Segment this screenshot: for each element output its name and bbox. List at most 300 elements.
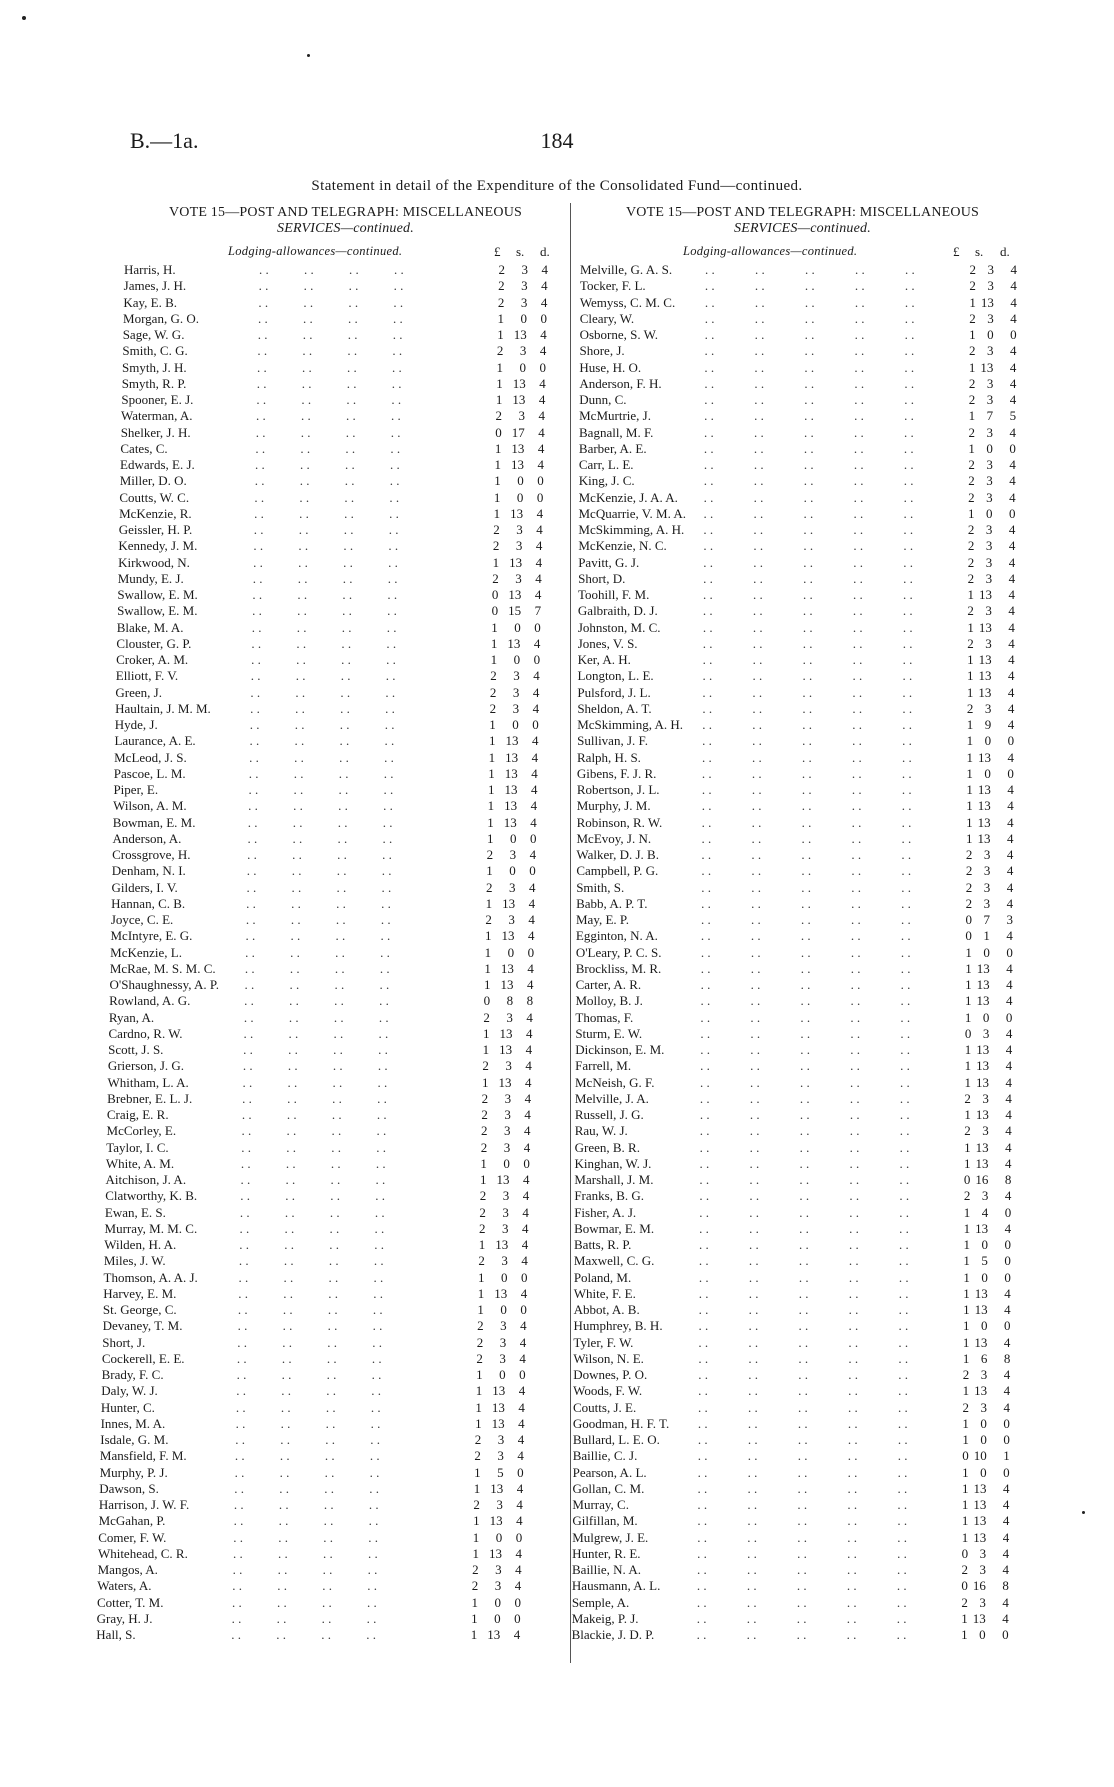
shillings-amount: 3	[495, 1562, 502, 1577]
pounds-amount: 1	[963, 1285, 970, 1301]
allowance-row: . . . . . . . . . . Humphrey, B. H. 1 0 0	[573, 1318, 1011, 1334]
payee-name: Brebner, E. L. J.	[107, 1091, 196, 1107]
pence-amount: 4	[1007, 717, 1015, 732]
payee-name: Carr, L. E.	[579, 457, 638, 473]
pounds-amount: 2	[486, 847, 494, 862]
payee-name: White, F. E.	[574, 1286, 640, 1302]
shillings-amount: 13	[512, 392, 526, 407]
payee-name: Hannan, C. B.	[111, 896, 189, 912]
payee-name: Dawson, S.	[99, 1481, 163, 1497]
pence-amount: 0	[529, 863, 536, 879]
shillings-amount: 3	[986, 457, 993, 472]
allowance-row: . . . . . . . . . . Murphy, J. M. 1 13 4	[576, 798, 1014, 814]
pounds-amount: 1	[962, 1464, 969, 1480]
payee-name: Miller, D. O.	[120, 473, 191, 489]
allowance-row: . . . . . . . . Harrison, J. W. F. 2 3 4	[98, 1497, 523, 1512]
allowance-row: . . . . . . . . Ryan, A. 2 3 4	[108, 1009, 533, 1025]
pounds-amount: 1	[966, 782, 973, 797]
payee-name: Innes, M. A.	[101, 1416, 170, 1432]
payee-name: Carter, A. R.	[576, 977, 646, 993]
pence-amount: 4	[1004, 1285, 1011, 1301]
shillings-amount: 13	[973, 1480, 987, 1496]
allowance-row: . . . . . . . . Clatworthy, K. B. 2 3 4	[105, 1188, 530, 1204]
payee-name: Croker, A. M.	[116, 652, 192, 668]
vote-title: VOTE 15—POST AND TELEGRAPH: MISCELLANEOUS	[168, 205, 523, 220]
shillings-amount: 0	[499, 1367, 506, 1382]
pence-amount: 0	[1004, 1237, 1011, 1252]
shillings-amount: 13	[501, 928, 515, 944]
shillings-amount: 13	[500, 960, 514, 976]
pounds-amount: 2	[471, 1578, 479, 1594]
pounds-amount: 1	[494, 440, 502, 456]
allowance-row: . . . . . . . . . . Robinson, R. W. 1 13 4	[576, 814, 1014, 830]
payee-name: Cotter, T. M.	[97, 1595, 168, 1611]
allowance-row: . . . . . . . . Kennedy, J. M. 2 3 4	[118, 538, 543, 554]
shillings-amount: 3	[987, 278, 994, 294]
payee-name: Harrison, J. W. F.	[99, 1497, 193, 1513]
pence-amount: 4	[523, 1172, 530, 1187]
shillings-amount: 3	[508, 879, 516, 895]
payee-name: Crossgrove, H.	[112, 847, 194, 863]
allowance-row: . . . . . . . . Cardno, R. W. 1 13 4	[108, 1025, 533, 1041]
allowance-row: . . . . . . . . Clouster, G. P. 1 13 4	[116, 635, 541, 651]
pence-amount: 0	[1010, 327, 1017, 342]
vote-heading-left	[118, 205, 573, 237]
pounds-amount: 2	[481, 1107, 488, 1122]
pounds-amount: 1	[966, 717, 974, 732]
pence-amount: 4	[1005, 1074, 1012, 1090]
pounds-amount: 1	[486, 830, 494, 846]
allowance-row: . . . . . . . . . . Kinghan, W. J. 1 13 4	[574, 1155, 1012, 1171]
payee-name: Sturm, E. W.	[575, 1026, 646, 1042]
pence-amount: 4	[1009, 424, 1016, 440]
allowance-row: . . . . . . . . Whitehead, C. R. 1 13 4	[97, 1545, 522, 1561]
allowance-row: . . . . . . . . Sage, W. G. 1 13 4	[122, 327, 547, 342]
payee-name: Whitehead, C. R.	[98, 1546, 192, 1562]
pounds-amount: 1	[476, 1367, 483, 1382]
pounds-amount: 1	[478, 1269, 485, 1285]
pence-amount: 4	[1005, 1155, 1012, 1171]
pence-amount: 4	[513, 1627, 521, 1642]
pounds-amount: 2	[964, 1090, 971, 1106]
scan-mark	[1082, 1511, 1085, 1514]
payee-name: White, A. M.	[106, 1156, 178, 1172]
shillings-amount: 7	[983, 912, 990, 927]
pounds-header: £	[953, 244, 960, 259]
allowance-row: . . . . . . . . Murphy, P. J. 1 5 0	[99, 1464, 524, 1480]
pounds-amount: 1	[486, 863, 493, 879]
pence-amount: 4	[1006, 895, 1014, 911]
pence-amount: 4	[532, 700, 540, 716]
payee-name: Scott, J. S.	[108, 1042, 167, 1058]
pence-amount: 4	[1005, 1123, 1012, 1139]
pounds-amount: 2	[967, 522, 975, 537]
pounds-amount: 0	[965, 928, 972, 944]
shillings-amount: 13	[977, 782, 991, 797]
shillings-amount: 3	[986, 489, 993, 505]
payee-name: James, J. H.	[124, 278, 190, 294]
shillings-amount: 5	[497, 1464, 504, 1480]
allowance-row: . . . . . . . . . . Jones, V. S. 2 3 4	[577, 635, 1015, 651]
allowance-row: . . . . . . . . . . Poland, M. 1 0 0	[573, 1269, 1011, 1285]
shillings-amount: 3	[506, 1009, 513, 1025]
shillings-amount: 13	[976, 960, 990, 976]
payee-name: Gilders, I. V.	[111, 880, 181, 896]
shillings-amount: 3	[521, 262, 528, 277]
allowance-row: . . . . . . . . Mansfield, F. M. 2 3 4	[99, 1448, 524, 1464]
allowance-row: . . . . . . . . . . Blackie, J. D. P. 1 0 0	[571, 1627, 1009, 1642]
pence-amount: 8	[1004, 1172, 1012, 1187]
allowance-row: . . . . . . . . . . Shore, J. 2 3 4	[579, 343, 1017, 359]
payee-name: Pearson, A. L.	[573, 1465, 651, 1481]
payee-name: Rau, W. J.	[575, 1123, 632, 1139]
allowance-row: . . . . . . . . . . Barber, A. E. 1 0 0	[578, 440, 1016, 456]
payee-name: Whitham, L. A.	[108, 1075, 193, 1091]
allowance-row: . . . . . . . . . . Anderson, F. H. 2 3 4	[579, 375, 1017, 391]
payee-name: Kinghan, W. J.	[575, 1156, 656, 1172]
pounds-amount: 1	[490, 652, 498, 667]
payee-name: Coutts, J. E.	[573, 1400, 640, 1416]
pence-amount: 0	[1003, 1415, 1010, 1431]
shillings-amount: 13	[504, 782, 518, 797]
pounds-amount: 1	[472, 1545, 479, 1561]
pence-amount: 4	[1008, 522, 1016, 537]
pounds-amount: 2	[967, 635, 974, 651]
pounds-amount: 2	[479, 1188, 487, 1204]
pence-amount: 4	[538, 408, 546, 424]
allowance-row: . . . . . . . . . . Gilfillan, M. 1 13 4	[572, 1513, 1010, 1529]
payee-name: Maxwell, C. G.	[574, 1253, 659, 1269]
allowance-row: . . . . . . . . James, J. H. 2 3 4	[123, 278, 548, 294]
pounds-amount: 1	[962, 1350, 970, 1366]
pence-amount: 4	[526, 1009, 533, 1025]
shillings-amount: 13	[504, 798, 518, 814]
payee-name: Galbraith, D. J.	[578, 603, 662, 619]
pence-amount: 0	[539, 359, 547, 375]
payee-name: Joyce, C. E.	[111, 912, 177, 928]
allowance-row: . . . . . . . . Coutts, W. C. 1 0 0	[119, 489, 544, 505]
allowance-row: . . . . . . . . . . Fisher, A. J. 1 4 0	[574, 1204, 1012, 1220]
pounds-amount: 1	[484, 928, 492, 944]
payee-name: Campbell, P. G.	[576, 863, 662, 879]
payee-name: McGahan, P.	[99, 1513, 170, 1529]
pounds-amount: 1	[964, 1155, 971, 1171]
shillings-amount: 13	[511, 457, 525, 472]
pounds-amount: 2	[485, 879, 493, 895]
pounds-amount: 1	[495, 392, 503, 407]
shillings-amount: 17	[511, 424, 525, 440]
allowance-row: . . . . . . . . Devaney, T. M. 2 3 4	[102, 1318, 527, 1334]
allowance-row: . . . . . . . . McKenzie, R. 1 13 4	[119, 505, 544, 521]
pence-amount: 4	[522, 1188, 530, 1204]
pounds-amount: 2	[968, 489, 975, 505]
pence-amount: 4	[1008, 619, 1015, 635]
allowance-row: . . . . . . . . . . Abbot, A. B. 1 13 4	[573, 1302, 1011, 1317]
pounds-amount: 1	[480, 1155, 487, 1171]
pounds-amount: 1	[966, 814, 973, 830]
vote-heading-right	[575, 205, 1030, 237]
payee-name: Ralph, H. S.	[577, 750, 645, 766]
payee-name: Pulsford, J. L.	[577, 685, 654, 701]
payee-name: Wilden, H. A.	[104, 1237, 180, 1253]
allowance-row: . . . . . . . . . . Osborne, S. W. 1 0 0	[579, 327, 1017, 342]
pence-amount: 3	[1006, 912, 1013, 927]
shillings-amount: 3	[985, 538, 993, 554]
pounds-amount: 1	[488, 765, 495, 781]
allowance-row: . . . . . . . . Croker, A. M. 1 0 0	[116, 652, 541, 667]
shillings-amount: 3	[521, 278, 528, 294]
pence-amount: 0	[1004, 1318, 1011, 1334]
allowance-row: . . . . . . . . Mangos, A. 2 3 4	[97, 1562, 522, 1577]
shillings-amount: 13	[974, 1302, 988, 1317]
allowance-row: . . . . . . . . McLeod, J. S. 1 13 4	[114, 749, 539, 765]
pounds-amount: 1	[484, 944, 492, 960]
allowance-row: . . . . . . . . St. George, C. 1 0 0	[102, 1302, 527, 1317]
shillings-amount: 13	[979, 587, 992, 602]
pounds-amount: 1	[965, 944, 972, 960]
payee-name: Brady, F. C.	[102, 1367, 168, 1383]
payee-name: Barber, A. E.	[579, 441, 651, 457]
pounds-amount: 0	[483, 993, 491, 1009]
allowance-row: . . . . . . . . Miles, J. W. 2 3 4	[103, 1253, 528, 1269]
shillings-amount: 16	[975, 1172, 989, 1187]
shillings-amount: 3	[508, 912, 515, 927]
pence-amount: 4	[524, 1123, 531, 1139]
pence-amount: 4	[1008, 570, 1016, 586]
pence-amount: 4	[1007, 684, 1015, 700]
shillings-amount: 13	[492, 1383, 506, 1399]
pounds-amount: 2	[967, 538, 975, 554]
pence-amount: 4	[515, 1562, 522, 1577]
pence-amount: 4	[1004, 1188, 1012, 1204]
allowance-row: . . . . . . . . Wilson, A. M. 1 13 4	[113, 798, 538, 814]
pence-amount: 4	[1003, 1480, 1010, 1496]
pounds-amount: 2	[485, 912, 492, 927]
allowance-row: . . . . . . . . Crossgrove, H. 2 3 4	[112, 847, 537, 862]
pence-amount: 4	[1007, 782, 1014, 797]
allowance-row: . . . . . . . . . . McMurtrie, J. 1 7 5	[579, 408, 1017, 424]
shillings-header: s.	[516, 244, 525, 259]
payee-name: Osborne, S. W.	[580, 327, 662, 343]
payee-name: Miles, J. W.	[104, 1253, 170, 1269]
pence-amount: 4	[541, 262, 548, 277]
allowance-row: . . . . . . . . . . White, F. E. 1 13 4	[573, 1285, 1011, 1301]
pence-amount: 4	[1006, 847, 1014, 862]
allowance-row: . . . . . . . . . . McSkimming, A. H. 2 3 4	[578, 522, 1016, 537]
pence-amount: 0	[537, 473, 544, 489]
pence-amount: 0	[1002, 1627, 1009, 1642]
section-heading-right	[683, 244, 857, 259]
shillings-amount: 3	[984, 700, 992, 716]
pence-amount: 0	[533, 652, 541, 667]
allowance-row: . . . . . . . . Hyde, J. 1 0 0	[114, 717, 539, 732]
allowance-row: . . . . . . . . Shelker, J. H. 0 17 4	[120, 424, 545, 440]
shillings-amount: 0	[512, 717, 519, 732]
pounds-amount: 1	[966, 749, 973, 765]
payee-name: Gray, H. J.	[97, 1611, 157, 1627]
shillings-amount: 3	[504, 1090, 512, 1106]
payee-name: Babb, A. P. T.	[576, 896, 651, 912]
pounds-amount: 1	[961, 1529, 969, 1545]
allowance-row: . . . . . . . . Dawson, S. 1 13 4	[99, 1480, 524, 1496]
pence-amount: 4	[1002, 1562, 1009, 1577]
allowance-row: . . . . . . . . . . Ker, A. H. 1 13 4	[577, 652, 1015, 667]
shillings-amount: 3	[987, 310, 994, 326]
payee-name: Sage, W. G.	[123, 327, 189, 343]
allowance-row: . . . . . . . . . . Brockliss, M. R. 1 13 4	[575, 960, 1013, 976]
pounds-amount: 2	[962, 1367, 970, 1382]
pounds-amount: 1	[962, 1415, 969, 1431]
shillings-amount: 0	[980, 1432, 987, 1447]
payee-name: Melville, G. A. S.	[580, 262, 676, 278]
shillings-amount: 3	[985, 570, 993, 586]
shillings-amount: 13	[509, 554, 523, 570]
payee-name: Harvey, E. M.	[103, 1286, 180, 1302]
shillings-amount: 0	[494, 1610, 501, 1626]
allowance-row: . . . . . . . . . . Huse, H. O. 1 13 4	[579, 359, 1017, 375]
pounds-amount: 2	[490, 668, 497, 684]
allowance-row: . . . . . . . . . . Maxwell, C. G. 1 5 0	[573, 1253, 1011, 1269]
pounds-amount: 1	[475, 1415, 482, 1431]
pounds-amount: 2	[478, 1253, 485, 1269]
allowance-row: . . . . . . . . . . O'Leary, P. C. S. 1 0 0	[575, 944, 1013, 960]
payee-name: Huse, H. O.	[579, 360, 645, 376]
allowance-row: . . . . . . . . . . Goodman, H. F. T. 1 0 0	[572, 1415, 1010, 1431]
allowance-row: . . . . . . . . . . Melville, J. A. 2 3 4	[574, 1090, 1012, 1106]
payee-name: Baillie, N. A.	[572, 1562, 645, 1578]
pence-amount: 4	[531, 733, 539, 749]
pounds-amount: 2	[479, 1204, 486, 1220]
allowance-row: . . . . . . . . . . Pulsford, J. L. 1 13 4	[577, 684, 1015, 700]
allowance-row: . . . . . . . . Blake, M. A. 1 0 0	[116, 619, 541, 635]
shillings-amount: 13	[513, 327, 527, 342]
pence-amount: 4	[1003, 1367, 1011, 1382]
payee-name: Molloy, B. J.	[576, 993, 647, 1009]
pence-amount: 4	[1005, 1139, 1012, 1155]
payee-name: Pavitt, G. J.	[578, 555, 643, 571]
pence-header: d.	[1000, 244, 1010, 259]
shillings-amount: 13	[505, 749, 519, 765]
pence-amount: 4	[1008, 652, 1015, 667]
pounds-amount: 2	[493, 522, 500, 537]
pence-amount: 4	[518, 1383, 526, 1399]
allowance-row: . . . . . . . . Cockerell, E. E. 2 3 4	[101, 1350, 526, 1366]
pence-amount: 4	[525, 1058, 532, 1074]
shillings-amount: 3	[979, 1594, 986, 1610]
pence-amount: 0	[1004, 1253, 1011, 1269]
payee-name: Brockliss, M. R.	[576, 961, 666, 977]
pounds-amount: 1	[967, 668, 974, 684]
pounds-amount: 1	[963, 1253, 970, 1269]
pounds-amount: 1	[477, 1302, 484, 1317]
pence-amount: 4	[1008, 587, 1015, 602]
payee-name: Egginton, N. A.	[576, 928, 662, 944]
pounds-amount: 1	[496, 359, 504, 375]
pounds-amount: 1	[963, 1237, 970, 1252]
pounds-amount: 1	[475, 1383, 483, 1399]
pounds-amount: 2	[498, 278, 505, 294]
allowance-row: . . . . . . . . Craig, E. R. 2 3 4	[106, 1107, 531, 1122]
payee-name: Dunn, C.	[579, 392, 630, 408]
pounds-amount: 1	[470, 1627, 478, 1642]
shillings-amount: 3	[504, 1123, 511, 1139]
payee-name: Hunter, C.	[101, 1400, 159, 1416]
payee-name: Short, D.	[578, 571, 629, 587]
pence-amount: 4	[1002, 1497, 1010, 1512]
payee-name: Clouster, G. P.	[116, 636, 195, 652]
shillings-amount: 3	[496, 1497, 503, 1512]
pounds-amount: 1	[489, 717, 496, 732]
allowance-row: . . . . . . . . . . Sturm, E. W. 0 3 4	[575, 1025, 1013, 1041]
shillings-amount: 3	[512, 684, 520, 700]
pounds-amount: 1	[967, 619, 974, 635]
allowance-row: . . . . . . . . . . Murray, C. 1 13 4	[572, 1497, 1010, 1512]
payee-name: Ewan, E. S.	[105, 1205, 170, 1221]
pounds-amount: 2	[489, 700, 497, 716]
payee-name: Downes, P. O.	[573, 1367, 651, 1383]
page-number: 184	[540, 128, 574, 153]
pence-amount: 4	[1005, 1058, 1013, 1074]
allowance-row: . . . . . . . . . . Rau, W. J. 2 3 4	[574, 1123, 1012, 1139]
shillings-amount: 13	[489, 1513, 503, 1529]
payee-name: Laurance, A. E.	[114, 733, 199, 749]
shillings-amount: 13	[498, 1074, 512, 1090]
pence-amount: 4	[1006, 863, 1014, 879]
pounds-amount: 1	[483, 977, 491, 992]
pence-amount: 4	[536, 522, 543, 537]
payee-name: Bowmar, E. M.	[574, 1221, 658, 1237]
payee-name: Taylor, I. C.	[106, 1140, 172, 1156]
payee-name: Abbot, A. B.	[574, 1302, 644, 1318]
allowance-row: . . . . . . . . Haultain, J. M. M. 2 3 4	[115, 700, 540, 716]
pence-amount: 4	[524, 1107, 531, 1122]
shillings-amount: 0	[503, 1155, 510, 1171]
shillings-amount: 0	[516, 489, 524, 505]
pounds-amount: 1	[969, 327, 976, 342]
shillings-amount: 0	[987, 327, 994, 342]
pounds-amount: 2	[965, 863, 973, 879]
payee-name: McQuarrie, V. M. A.	[579, 506, 691, 522]
shillings-amount: 13	[977, 798, 991, 814]
payee-name: Marshall, J. M.	[574, 1172, 657, 1188]
payee-name: Swallow, E. M.	[117, 587, 201, 603]
pence-amount: 4	[530, 814, 537, 830]
shillings-amount: 13	[495, 1237, 509, 1252]
payee-name: Longton, L. E.	[578, 668, 658, 684]
payee-name: McKenzie, L.	[110, 945, 186, 961]
payee-name: Comer, F. W.	[98, 1530, 170, 1546]
payee-name: St. George, C.	[103, 1302, 181, 1318]
payee-name: Hunter, R. E.	[572, 1546, 644, 1562]
scan-mark	[22, 16, 26, 20]
allowance-row: . . . . . . . . Innes, M. A. 1 13 4	[100, 1415, 525, 1431]
allowance-row: . . . . . . . . . . Hunter, R. E. 0 3 4	[572, 1545, 1010, 1561]
pounds-amount: 1	[966, 765, 973, 781]
shillings-amount: 13	[975, 1155, 989, 1171]
shillings-amount: 13	[976, 1042, 990, 1057]
payee-name: Murray, C.	[572, 1497, 633, 1513]
shillings-amount: 13	[976, 1058, 990, 1074]
pence-amount: 4	[1002, 1594, 1009, 1610]
allowance-row: . . . . . . . . Geissler, H. P. 2 3 4	[118, 522, 543, 537]
payee-name: Mansfield, F. M.	[100, 1448, 191, 1464]
allowance-row: . . . . . . . . . . Batts, R. P. 1 0 0	[574, 1237, 1011, 1252]
pounds-amount: 2	[495, 408, 503, 424]
payee-name: Morgan, G. O.	[123, 311, 203, 327]
payee-name: Dickinson, E. M.	[575, 1042, 668, 1058]
shillings-amount: 3	[980, 1367, 988, 1382]
shillings-amount: 13	[488, 1545, 502, 1561]
